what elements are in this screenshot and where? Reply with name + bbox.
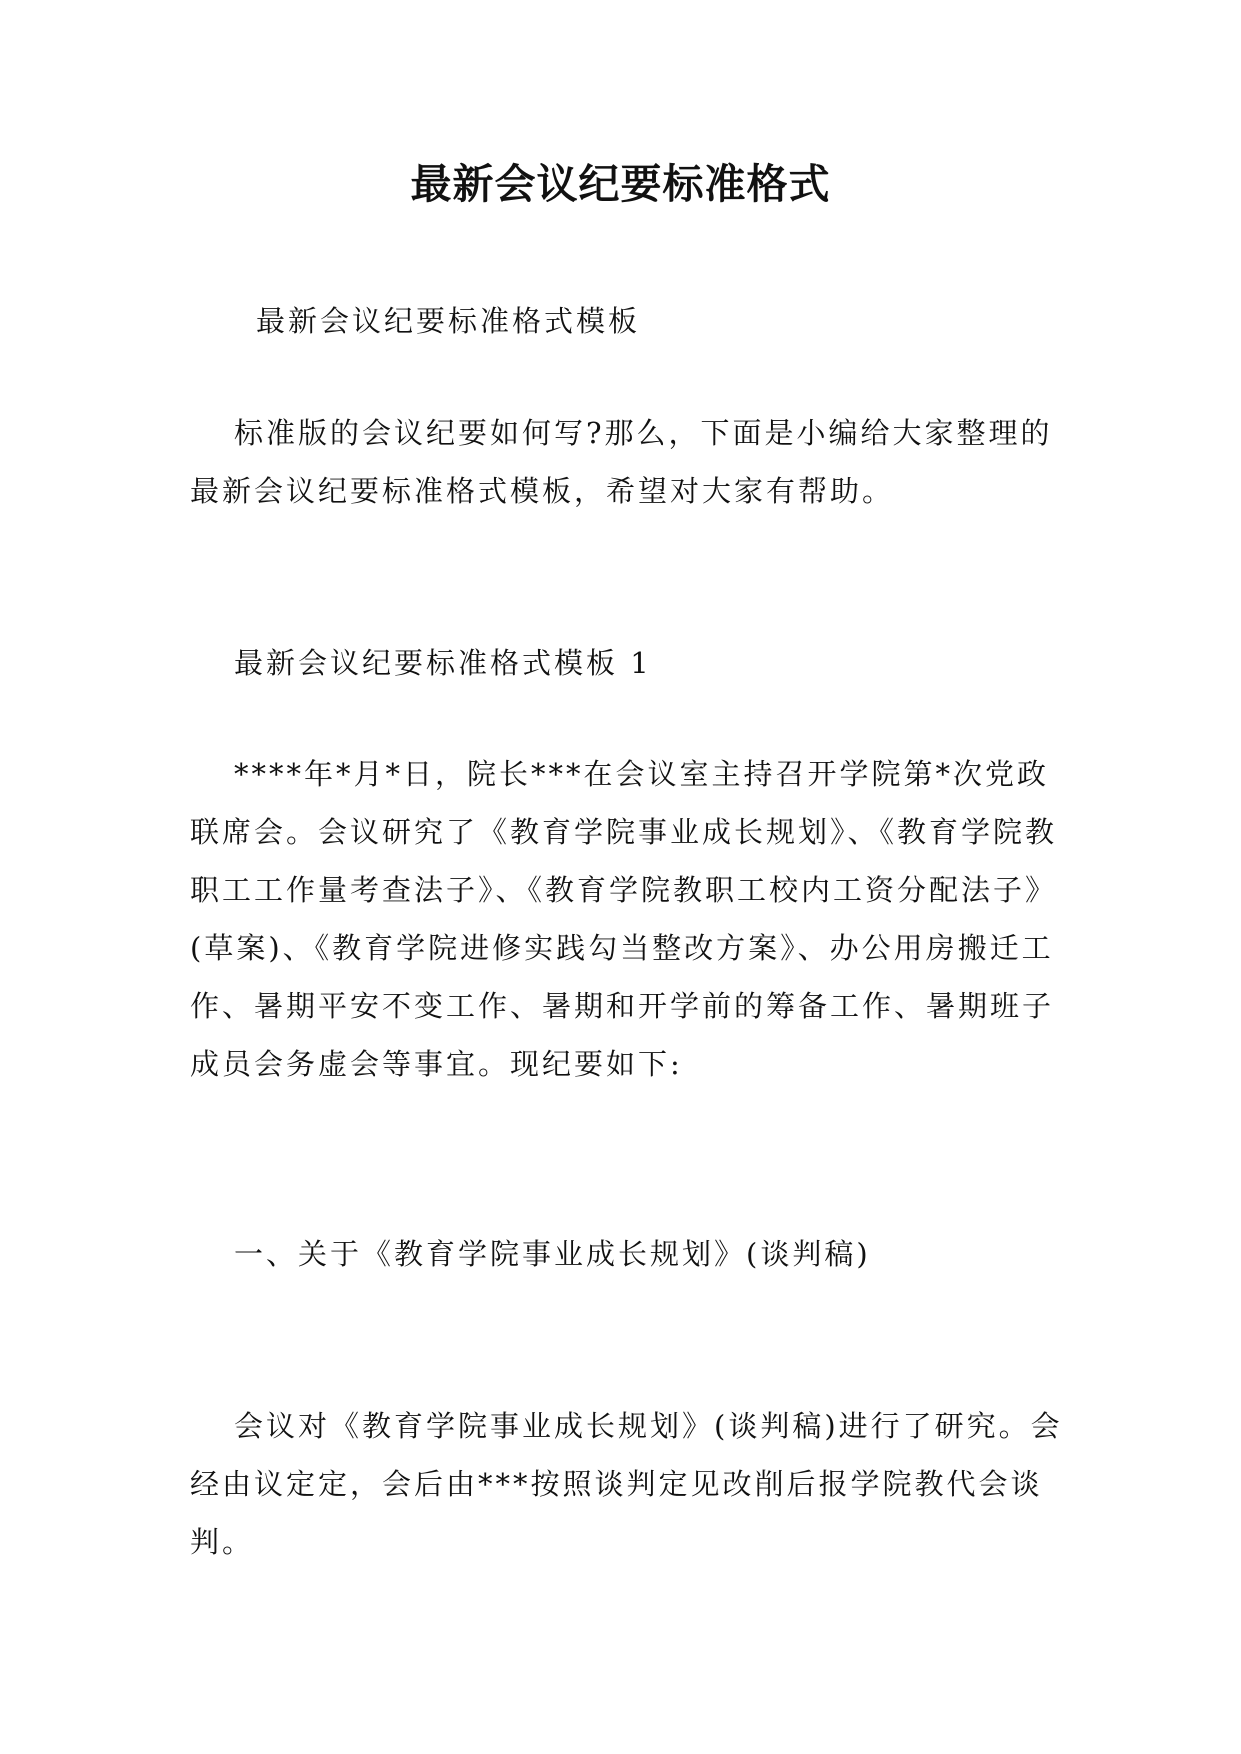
section-heading: 最新会议纪要标准格式模板 1 [234,646,652,680]
section-body-paragraph: ****年*月*日，院长***在会议室主持召开学院第*次党政联席会。会议研究了《教育学院事业成长规划》、《教育学院教职工工作量考查法子》、《教育学院教职工校内工资分配法子》(草案)、《教育学院进修实践勾当整改方案》、办公用房搬迁工作、暑期平安不变工作、暑期和开学前的筹备工作、暑期班子成员会务虚会等事宜。现纪要如下: [190,757,1058,1081]
document-title: 最新会议纪要标准格式 [410,160,831,208]
document-subtitle: 最新会议纪要标准格式模板 [256,304,641,338]
intro-paragraph: 标准版的会议纪要如何写?那么，下面是小编给大家整理的最新会议纪要标准格式模板，希望对大家有帮助。 [190,416,1053,508]
item-body-paragraph: 会议对《教育学院事业成长规划》(谈判稿)进行了研究。会经由议定定，会后由***按照谈判定见改削后报学院教代会谈判。 [190,1409,1063,1559]
item-heading: 一、关于《教育学院事业成长规划》(谈判稿) [234,1237,871,1271]
